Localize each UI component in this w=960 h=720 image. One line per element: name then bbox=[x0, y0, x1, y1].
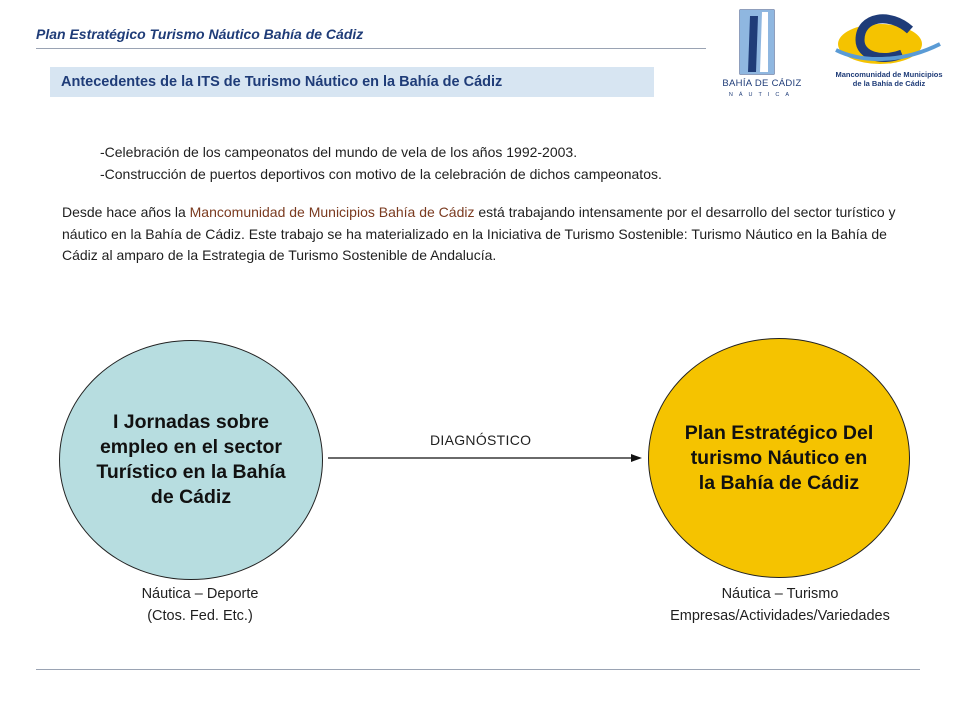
jornadas-node bbox=[59, 340, 323, 580]
caption-line: Empresas/Actividades/Variedades bbox=[670, 608, 890, 624]
header-divider bbox=[36, 48, 706, 49]
bahia-de-cadiz-nautica-logo bbox=[712, 8, 812, 100]
paragraph-highlight: Mancomunidad de Municipios Bahía de Cádiz bbox=[189, 204, 475, 220]
right-node-caption bbox=[620, 583, 940, 627]
mancomunidad-logo-line2: de la Bahía de Cádiz bbox=[852, 79, 926, 88]
bullet-item: -Celebración de los campeonatos del mundo de vela de los años 1992-2003. bbox=[100, 144, 578, 160]
caption-line: Náutica – Turismo bbox=[721, 586, 839, 602]
plan-estrategico-node bbox=[648, 338, 910, 578]
mancomunidad-emblem-icon bbox=[830, 10, 948, 70]
jornadas-node-label: I Jornadas sobre empleo en el sector Turístico en la Bahía de Cádiz bbox=[96, 411, 286, 508]
section-title-banner bbox=[50, 67, 654, 97]
caption-line: Náutica – Deporte bbox=[141, 586, 259, 602]
caption-line: (Ctos. Fed. Etc.) bbox=[147, 608, 253, 624]
mancomunidad-logo-line1: Mancomunidad de Municipios bbox=[835, 70, 943, 79]
section-title: Antecedentes de la ITS de Turismo Náutico en la Bahía de Cádiz bbox=[61, 74, 503, 90]
paragraph-text: está trabajando intensamente por el desarrollo del sector turístico y náutico en la Bahía de Cádiz. Este trabajo se ha materializado en la Iniciativa de Turismo Sostenible: Turismo Náutico en la Bahía de Cádiz al amparo de la Estrategia de Turismo Sostenible de Andalucía. bbox=[62, 204, 896, 263]
bahia-logo-name: BAHÍA DE CÁDIZ bbox=[722, 78, 802, 89]
page-header-title: Plan Estratégico Turismo Náutico Bahía de Cádiz bbox=[36, 26, 364, 42]
mancomunidad-logo bbox=[830, 10, 948, 100]
sail-logo-icon bbox=[712, 8, 812, 78]
diagnostico-edge-label: DIAGNÓSTICO bbox=[430, 432, 532, 448]
intro-paragraph bbox=[62, 202, 902, 267]
plan-estrategico-node-label: Plan Estratégico Del turismo Náutico en la Bahía de Cádiz bbox=[684, 421, 874, 494]
diagnostico-arrow bbox=[328, 448, 646, 468]
paragraph-text: Desde hace años la bbox=[62, 204, 190, 220]
bullet-item: -Construcción de puertos deportivos con motivo de la celebración de dichos campeonatos. bbox=[100, 166, 662, 182]
left-node-caption bbox=[100, 583, 300, 627]
bahia-logo-subtitle: NÁUTICA bbox=[728, 92, 796, 98]
bullet-list bbox=[100, 141, 662, 185]
footer-divider bbox=[36, 669, 920, 670]
